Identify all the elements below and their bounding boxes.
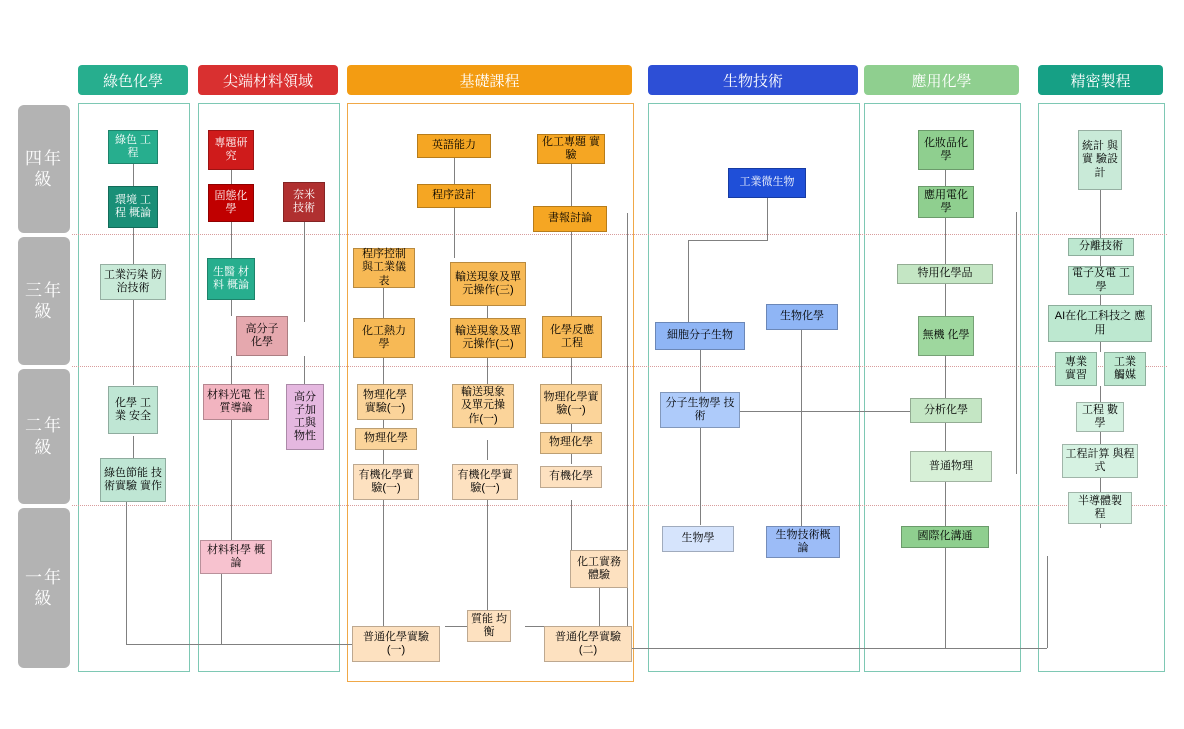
course-box[interactable]: 生物化學 — [766, 304, 838, 330]
connector — [1100, 256, 1101, 266]
connector — [231, 420, 232, 540]
course-box[interactable]: 書報討論 — [533, 206, 607, 232]
year-separator-2-1 — [72, 505, 1167, 506]
connector — [945, 423, 946, 451]
course-box[interactable]: 物理化學實 驗(一) — [540, 384, 602, 424]
course-box[interactable]: 輸送現象及單 元操作(三) — [450, 262, 526, 306]
connector — [487, 500, 488, 610]
course-box[interactable]: 有機化學實 驗(一) — [452, 464, 518, 500]
course-box[interactable]: 輸送現象及單 元操作(二) — [450, 318, 526, 358]
connector — [767, 198, 768, 240]
course-box[interactable]: 電子及電 工學 — [1068, 266, 1134, 295]
course-box[interactable]: 環境 工程 概論 — [108, 186, 158, 228]
grade-label-3: 三年級 — [18, 237, 70, 365]
connector — [383, 358, 384, 384]
connector — [1100, 342, 1101, 352]
connector — [945, 218, 946, 264]
course-box[interactable]: 化工實務 體驗 — [570, 550, 628, 588]
connector — [945, 482, 946, 526]
connector — [571, 163, 572, 208]
connector — [945, 170, 946, 186]
course-box[interactable]: 英語能力 — [417, 134, 491, 158]
connector — [231, 300, 232, 316]
connector — [1100, 432, 1101, 444]
course-box[interactable]: AI在化工科技之 應用 — [1048, 305, 1152, 342]
connector — [231, 222, 232, 258]
course-box[interactable]: 物理化學 — [355, 428, 417, 450]
connector — [1100, 386, 1101, 402]
course-box[interactable]: 工業污染 防治技術 — [100, 264, 166, 300]
course-box[interactable]: 生醫 材料 概論 — [207, 258, 255, 300]
connector — [1100, 190, 1101, 238]
connector — [700, 425, 701, 525]
course-box[interactable]: 無機 化學 — [918, 316, 974, 356]
connector — [487, 358, 488, 386]
connector — [231, 356, 232, 384]
connector — [231, 170, 232, 184]
grade-label-1: 一年級 — [18, 508, 70, 668]
course-box[interactable]: 半導體製 程 — [1068, 492, 1132, 524]
connector — [945, 548, 946, 648]
connector — [383, 288, 384, 318]
connector — [304, 356, 305, 384]
connector — [133, 163, 134, 188]
course-box[interactable]: 分離技術 — [1068, 238, 1134, 256]
course-box[interactable]: 工業微生物 — [728, 168, 806, 198]
course-box[interactable]: 生物技術概 論 — [766, 526, 840, 558]
connector — [571, 358, 572, 384]
course-box[interactable]: 國際化溝通 — [901, 526, 989, 548]
course-box[interactable]: 物理化學 實驗(一) — [357, 384, 413, 420]
course-box[interactable]: 化學 工業 安全 — [108, 386, 158, 434]
year-separator-3-2 — [72, 366, 1167, 367]
grade-label-2: 二年級 — [18, 369, 70, 504]
connector — [304, 222, 305, 322]
connector — [221, 644, 366, 645]
connector — [688, 240, 689, 322]
connector — [1100, 478, 1101, 492]
course-box[interactable]: 輸送現象 及單元操 作(一) — [452, 384, 514, 428]
course-box[interactable]: 化妝品化 學 — [918, 130, 974, 170]
connector — [133, 436, 134, 458]
connector — [1100, 295, 1101, 305]
course-box[interactable]: 有機化學 — [540, 466, 602, 488]
connector — [627, 648, 1047, 649]
connector — [133, 300, 134, 385]
column-header-precision-process: 精密製程 — [1038, 65, 1163, 95]
course-box[interactable]: 專題研 究 — [208, 130, 254, 170]
connector — [700, 350, 701, 392]
connector — [571, 500, 572, 550]
grade-label-4: 四年級 — [18, 105, 70, 233]
course-box[interactable]: 工業 觸媒 — [1104, 352, 1146, 386]
course-box[interactable]: 分析化學 — [910, 398, 982, 423]
course-box[interactable]: 程序控制 與工業儀 表 — [353, 248, 415, 288]
course-box[interactable]: 固態化 學 — [208, 184, 254, 222]
connector — [454, 158, 455, 185]
course-box[interactable]: 化工熱力 學 — [353, 318, 415, 358]
course-box[interactable]: 生物學 — [662, 526, 734, 552]
column-header-applied-chemistry: 應用化學 — [864, 65, 1019, 95]
connector — [571, 232, 572, 318]
course-box[interactable]: 高分 子加 工與 物性 — [286, 384, 324, 450]
course-box[interactable]: 細胞分子生物 — [655, 322, 745, 350]
course-box[interactable]: 高分子 化學 — [236, 316, 288, 356]
connector — [688, 240, 768, 241]
connector — [945, 356, 946, 398]
course-box[interactable]: 材料光電 性質導論 — [203, 384, 269, 420]
course-box[interactable]: 化工專題 實驗 — [537, 134, 605, 164]
connector — [487, 305, 488, 318]
course-box[interactable]: 普通物理 — [910, 451, 992, 482]
connector — [1047, 556, 1048, 648]
course-box[interactable]: 綠色 工程 — [108, 130, 158, 164]
course-box[interactable]: 質能 均衡 — [467, 610, 511, 642]
column-header-green-chemistry: 綠色化學 — [78, 65, 188, 95]
course-box[interactable]: 普通化學實驗 (二) — [544, 626, 632, 662]
connector — [735, 411, 915, 412]
course-box[interactable]: 應用電化 學 — [918, 186, 974, 218]
connector — [383, 450, 384, 464]
course-box[interactable]: 工程 數學 — [1076, 402, 1124, 432]
course-box[interactable]: 有機化學實 驗(一) — [353, 464, 419, 500]
course-box[interactable]: 普通化學實驗 (一) — [352, 626, 440, 662]
connector — [801, 323, 802, 533]
course-box[interactable]: 程序設計 — [417, 184, 491, 208]
course-box[interactable]: 奈米 技術 — [283, 182, 325, 222]
connector — [945, 284, 946, 316]
year-separator-4-3 — [72, 234, 1167, 235]
course-box[interactable]: 特用化學品 — [897, 264, 993, 284]
column-header-advanced-materials: 尖端材料領域 — [198, 65, 338, 95]
course-box[interactable]: 工程計算 與程式 — [1062, 444, 1138, 478]
connector — [454, 208, 455, 258]
connector — [487, 440, 488, 460]
connector — [1016, 212, 1017, 474]
column-header-core-courses: 基礎課程 — [347, 65, 632, 95]
course-box[interactable]: 材料科學 概論 — [200, 540, 272, 574]
connector — [126, 494, 127, 644]
course-box[interactable]: 專業 實習 — [1055, 352, 1097, 386]
course-box[interactable]: 分子生物學 技術 — [660, 392, 740, 428]
course-box[interactable]: 化學反應 工程 — [542, 316, 602, 358]
course-box[interactable]: 綠色節能 技術實驗 實作 — [100, 458, 166, 502]
column-header-biotechnology: 生物技術 — [648, 65, 858, 95]
connector — [221, 570, 222, 644]
connector — [383, 500, 384, 635]
course-box[interactable]: 統計 與實 驗設 計 — [1078, 130, 1122, 190]
course-box[interactable]: 物理化學 — [540, 432, 602, 454]
